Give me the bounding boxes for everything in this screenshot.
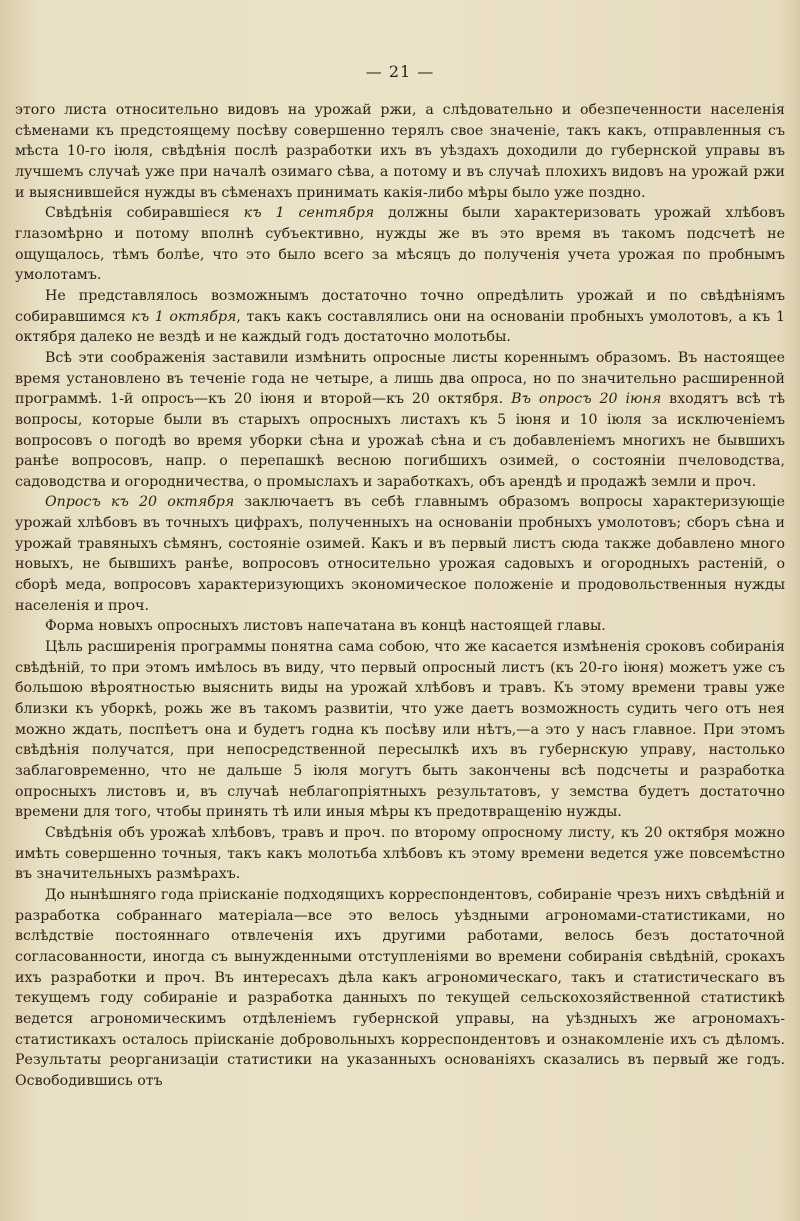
- paragraph: [15, 823, 785, 885]
- paragraph: [15, 637, 785, 823]
- page-number: — 21 —: [365, 62, 435, 81]
- paragraph: [15, 100, 785, 203]
- paragraph: [15, 616, 785, 637]
- text-segment: Не представлялось возможнымъ достаточно точно опредѣлить урожай и по свѣдѣніямъ собиравшимся: [15, 287, 785, 325]
- text-segment: До нынѣшняго года пріисканіе подходящихъ корреспондентовъ, собираніе чрезъ нихъ свѣдѣній и разработка собраннаго матеріала—все это велось уѣздными агрономами-статистиками, но вслѣдствіе постояннаго отвлеченія ихъ другими работами, велось безъ достаточной согласованности, иногда съ вынужденными отступленіями во времени собиранія свѣдѣній, срокахъ ихъ разработки и проч. Въ интересахъ дѣла какъ агрономическаго, такъ и статистическаго въ текущемъ году собираніе и разработка данныхъ по текущей сельскохозяйственной статистикѣ ведется агрономическимъ отдѣленіемъ губернской управы, на уѣздныхъ же агрономахъ-статистикахъ осталось пріисканіе добровольныхъ корреспондентовъ и ознакомленіе ихъ съ дѣломъ. Результаты реорганизаціи статистики на указанныхъ основаніяхъ сказались въ первый же годъ. Освободившись отъ: [15, 886, 785, 1089]
- paragraph: [15, 492, 785, 616]
- text-segment: этого листа относительно видовъ на урожай ржи, а слѣдовательно и обезпеченности населенія сѣменами къ предстоящему посѣву совершенно терялъ свое значеніе, такъ какъ, отправленныя съ мѣста 10-го іюля, свѣдѣнія послѣ разработки ихъ въ уѣздахъ доходили до губернской управы въ лучшемъ случаѣ уже при началѣ озимаго сѣва, а потому и въ случаѣ плохихъ видовъ на урожай ржи и выяснившейся нужды въ сѣменахъ принимать какія-либо мѣры было уже поздно.: [15, 102, 785, 201]
- paragraph: [15, 286, 785, 348]
- paragraph: [15, 348, 785, 493]
- italic-text: Опросъ къ 20 октября: [45, 494, 235, 511]
- body-text: [15, 100, 785, 1092]
- text-segment: , такъ какъ составлялись они на основаніи пробныхъ умолотовъ, а къ 1 октября далеко не вездѣ и не каждый годъ достаточно молотьбы.: [15, 308, 785, 346]
- text-segment: заключаетъ въ себѣ главнымъ образомъ вопросы характеризующіе урожай хлѣбовъ въ точныхъ цифрахъ, полученныхъ на основаніи пробныхъ умолотовъ; сборъ сѣна и урожай травяныхъ сѣмянъ, состояніе озимей. Какъ и въ первый листъ сюда также добавлено много новыхъ, не бывшихъ ранѣе, вопросовъ относительно урожая садовыхъ и огородныхъ растеній, о сборѣ меда, вопросовъ характеризующихъ экономическое положеніе и продовольственныя нужды населенія и проч.: [15, 494, 785, 614]
- text-segment: входятъ всѣ тѣ вопросы, которые были въ старыхъ опросныхъ листахъ къ 5 іюня и 10 іюля за исключеніемъ вопросовъ о погодѣ во время уборки сѣна и урожаѣ сѣна и съ добавленіемъ многихъ не бывшихъ ранѣе вопросовъ, напр. о перепашкѣ весною погибшихъ озимей, о состояніи пчеловодства, садоводства и огородничества, о промыслахъ и заработкахъ, объ арендѣ и продажѣ земли и проч.: [15, 391, 786, 490]
- paragraph: [15, 203, 785, 286]
- italic-text: къ 1 сентября: [243, 205, 375, 222]
- text-segment: Форма новыхъ опросныхъ листовъ напечатана въ концѣ настоящей главы.: [45, 618, 606, 635]
- text-segment: Цѣль расширенія программы понятна сама собою, что же касается измѣненія сроковъ собиранія свѣдѣній, то при этомъ имѣлось въ виду, что первый опросный листъ (къ 20-го іюня) можетъ уже съ большою вѣроятностью выяснить виды на урожай хлѣбовъ и травъ. Къ этому времени травы уже близки къ уборкѣ, рожь же въ такомъ развитіи, что уже даетъ возможность судить чего отъ нея можно ждать, поспѣетъ она и будетъ годна къ посѣву или нѣтъ,—а это у насъ главное. При этомъ свѣдѣнія получатся, при непосредственной пересылкѣ ихъ въ губернскую управу, настолько заблаговременно, что не дальше 5 іюля могутъ быть закончены всѣ подсчеты и разработка опросныхъ листовъ и, въ случаѣ неблагопріятныхъ результатовъ, у земства будетъ достаточно времени для того, чтобы принять тѣ или иныя мѣры къ предотвращенію нужды.: [15, 639, 785, 821]
- paragraph: [15, 885, 785, 1092]
- text-segment: Свѣдѣнія собиравшіеся: [45, 205, 244, 222]
- text-segment: Свѣдѣнія объ урожаѣ хлѣбовъ, травъ и проч. по второму опросному листу, къ 20 октября можно имѣть совершенно точныя, такъ какъ молотьба хлѣбовъ къ этому времени ведется уже повсемѣстно въ значительныхъ размѣрахъ.: [15, 824, 785, 883]
- text-segment: должны были характеризовать урожай хлѣбовъ глазомѣрно и потому вполнѣ субъективно, нужды же въ это время въ такомъ подсчетѣ не ощущалось, тѣмъ болѣе, что это было всего за мѣсяцъ до полученія учета урожая по пробнымъ умолотамъ.: [15, 205, 785, 284]
- italic-text: Въ опросъ 20 іюня: [511, 391, 662, 408]
- text-segment: Всѣ эти соображенія заставили измѣнить опросные листы кореннымъ образомъ. Въ настоящее время установлено въ теченіе года не четыре, а лишь два опроса, но по значительно расширенной программѣ. 1-й опросъ—къ 20 іюня и второй—къ 20 октября.: [15, 349, 785, 408]
- italic-text: къ 1 октября: [131, 308, 237, 325]
